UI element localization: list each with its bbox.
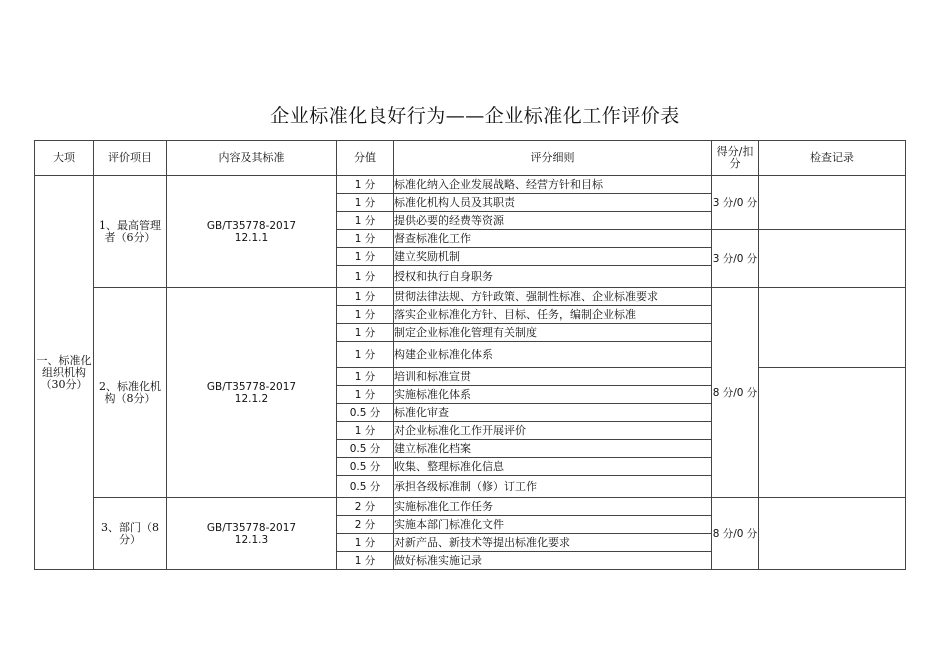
standard-code: GB/T35778-2017 — [206, 219, 297, 232]
detail-cell: 实施本部门标准化文件 — [394, 516, 712, 534]
header-score: 分值 — [337, 141, 394, 176]
detail-cell: 收集、整理标准化信息 — [394, 458, 712, 476]
score-cell: 1 分 — [337, 212, 394, 230]
header-item: 评价项目 — [94, 141, 167, 176]
detail-cell: 实施标准化工作任务 — [394, 498, 712, 516]
detail-cell: 建立标准化档案 — [394, 440, 712, 458]
detail-cell: 制定企业标准化管理有关制度 — [394, 324, 712, 342]
detail-cell: 建立奖励机制 — [394, 248, 712, 266]
detail-cell: 培训和标准宣贯 — [394, 368, 712, 386]
score-cell: 1 分 — [337, 368, 394, 386]
score-cell: 1 分 — [337, 552, 394, 570]
score-cell: 2 分 — [337, 516, 394, 534]
standard-code: GB/T35778-2017 — [206, 380, 297, 393]
score-cell: 0.5 分 — [337, 404, 394, 422]
standard-clause: 12.1.1 — [234, 231, 269, 244]
score-cell: 1 分 — [337, 266, 394, 288]
header-deduct: 得分/扣分 — [712, 141, 759, 176]
detail-cell: 督查标准化工作 — [394, 230, 712, 248]
score-cell: 0.5 分 — [337, 476, 394, 498]
standard-clause: 12.1.2 — [234, 392, 269, 405]
score-cell: 0.5 分 — [337, 440, 394, 458]
table-row — [35, 498, 906, 516]
record-cell[interactable] — [759, 288, 906, 368]
evaluation-table — [34, 140, 906, 570]
detail-cell: 贯彻法律法规、方针政策、强制性标准、企业标准要求 — [394, 288, 712, 306]
score-cell: 1 分 — [337, 342, 394, 368]
table-row — [35, 288, 906, 306]
category-cell: 一、标准化组织机构（30分） — [35, 176, 94, 570]
deduct-cell: 3 分/0 分 — [712, 230, 759, 288]
score-cell: 1 分 — [337, 176, 394, 194]
detail-cell: 授权和执行自身职务 — [394, 266, 712, 288]
score-cell: 1 分 — [337, 248, 394, 266]
detail-cell: 提供必要的经费等资源 — [394, 212, 712, 230]
table-row — [35, 176, 906, 194]
deduct-cell: 3 分/0 分 — [712, 176, 759, 230]
record-cell[interactable] — [759, 176, 906, 230]
record-cell[interactable] — [759, 498, 906, 570]
score-cell: 1 分 — [337, 324, 394, 342]
detail-cell: 标准化纳入企业发展战略、经营方针和目标 — [394, 176, 712, 194]
detail-cell: 构建企业标准化体系 — [394, 342, 712, 368]
score-cell: 1 分 — [337, 230, 394, 248]
header-row — [35, 141, 906, 176]
standard-clause: 12.1.3 — [234, 533, 269, 546]
score-cell: 1 分 — [337, 386, 394, 404]
detail-cell: 做好标准实施记录 — [394, 552, 712, 570]
header-category: 大项 — [35, 141, 94, 176]
detail-cell: 标准化机构人员及其职责 — [394, 194, 712, 212]
detail-cell: 对企业标准化工作开展评价 — [394, 422, 712, 440]
item-cell: 1、最高管理者（6分） — [94, 176, 167, 288]
score-cell: 2 分 — [337, 498, 394, 516]
record-cell[interactable] — [759, 368, 906, 498]
header-detail: 评分细则 — [394, 141, 712, 176]
detail-cell: 实施标准化体系 — [394, 386, 712, 404]
header-record: 检查记录 — [759, 141, 906, 176]
score-cell: 1 分 — [337, 306, 394, 324]
score-cell: 1 分 — [337, 194, 394, 212]
item-cell: 2、标准化机构（8分） — [94, 288, 167, 498]
score-cell: 1 分 — [337, 288, 394, 306]
detail-cell: 落实企业标准化方针、目标、任务，编制企业标准 — [394, 306, 712, 324]
detail-cell: 对新产品、新技术等提出标准化要求 — [394, 534, 712, 552]
score-cell: 1 分 — [337, 422, 394, 440]
deduct-cell: 8 分/0 分 — [712, 498, 759, 570]
deduct-cell: 8 分/0 分 — [712, 288, 759, 498]
standard-cell — [167, 288, 337, 498]
detail-cell: 承担各级标准制（修）订工作 — [394, 476, 712, 498]
standard-cell — [167, 176, 337, 288]
standard-code: GB/T35778-2017 — [206, 521, 297, 534]
header-content: 内容及其标准 — [167, 141, 337, 176]
page-title: 企业标准化良好行为——企业标准化工作评价表 — [270, 105, 680, 127]
score-cell: 1 分 — [337, 534, 394, 552]
standard-cell — [167, 498, 337, 570]
item-cell: 3、部门（8分） — [94, 498, 167, 570]
detail-cell: 标准化审查 — [394, 404, 712, 422]
score-cell: 0.5 分 — [337, 458, 394, 476]
record-cell[interactable] — [759, 230, 906, 288]
